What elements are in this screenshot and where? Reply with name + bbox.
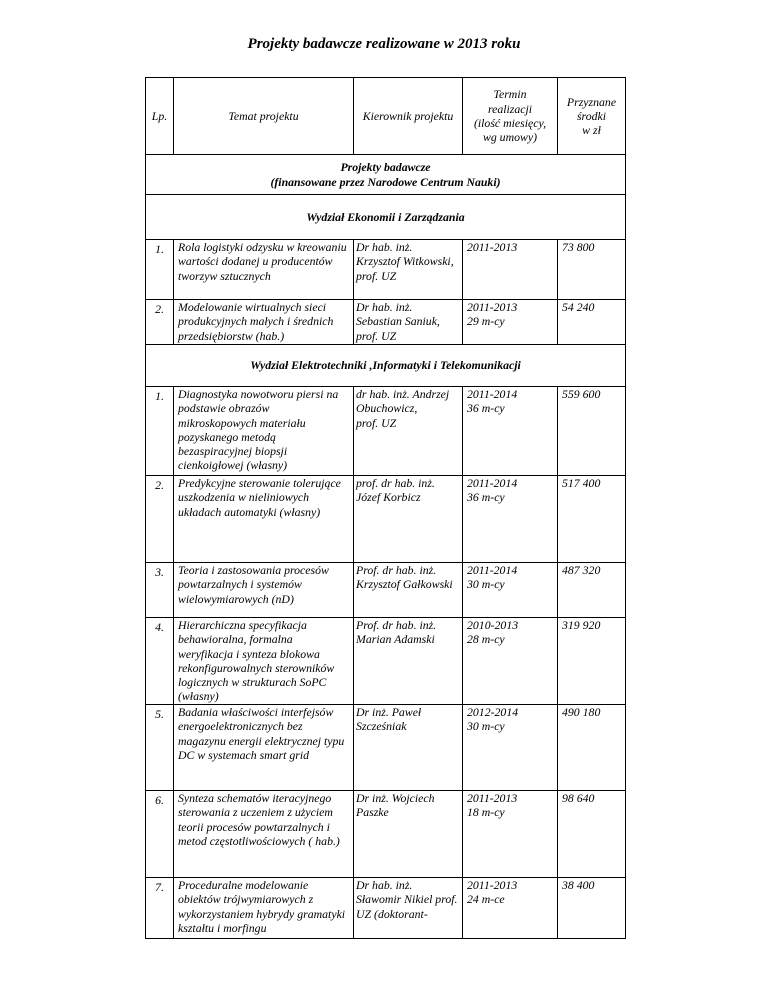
project-term: 2010-2013 28 m-cy [463,618,558,705]
header-lp: Lp. [146,78,174,155]
header-row [146,78,626,155]
project-topic: Hierarchiczna specyfikacja behawioralna, formalna weryfikacja i synteza blokowa rekonfigurowalnych sterowników logicznych w strukturach SoPC (własny) [174,618,354,705]
row-number: 1. [146,387,174,476]
table-row [146,705,626,791]
faculty-row [146,345,626,387]
project-topic: Synteza schematów iteracyjnego sterowania z uczeniem z użyciem teorii procesów powtarzalnych i metod częstotliwościowych ( hab.) [174,791,354,878]
row-number: 5. [146,705,174,791]
header-manager: Kierownik projektu [354,78,463,155]
row-number: 1. [146,240,174,300]
project-term: 2011-2013 29 m-cy [463,300,558,345]
table-row [146,476,626,563]
header-funds: Przyznane środki w zł [558,78,626,155]
table-row [146,387,626,476]
header-term: Termin realizacji (ilość miesięcy, wg umowy) [463,78,558,155]
table-row [146,563,626,618]
table-row [146,791,626,878]
project-funds: 319 920 [558,618,626,705]
project-manager: Dr hab. inż. Sławomir Nikiel prof. UZ (doktorant- [354,878,463,939]
row-number: 6. [146,791,174,878]
table-row [146,300,626,345]
project-term: 2011-2013 24 m-ce [463,878,558,939]
project-topic: Diagnostyka nowotworu piersi na podstawie obrazów mikroskopowych materiału pozyskanego metodą bezaspiracyjnej biopsji cienkoigłowej (własny) [174,387,354,476]
project-funds: 517 400 [558,476,626,563]
project-funds: 38 400 [558,878,626,939]
projects-table [145,77,626,939]
project-funds: 487 320 [558,563,626,618]
faculty-row [146,195,626,240]
header-topic: Temat projektu [174,78,354,155]
faculty-heading: Wydział Ekonomii i Zarządzania [146,195,626,240]
project-topic: Predykcyjne sterowanie tolerujące uszkodzenia w nieliniowych układach automatyki (własny) [174,476,354,563]
project-manager: Dr inż. Paweł Szcześniak [354,705,463,791]
project-term: 2011-2014 36 m-cy [463,476,558,563]
project-term: 2011-2013 [463,240,558,300]
project-manager: Dr hab. inż. Sebastian Saniuk, prof. UZ [354,300,463,345]
project-manager: prof. dr hab. inż. Józef Korbicz [354,476,463,563]
project-manager: dr hab. inż. Andrzej Obuchowicz, prof. UZ [354,387,463,476]
page-title: Projekty badawcze realizowane w 2013 roku [247,36,521,52]
row-number: 3. [146,563,174,618]
project-funds: 98 640 [558,791,626,878]
row-number: 2. [146,476,174,563]
project-term: 2011-2013 18 m-cy [463,791,558,878]
project-funds: 490 180 [558,705,626,791]
project-topic: Proceduralne modelowanie obiektów trójwymiarowych z wykorzystaniem hybrydy gramatyki kształtu i morfingu [174,878,354,939]
project-term: 2012-2014 30 m-cy [463,705,558,791]
project-manager: Prof. dr hab. inż. Marian Adamski [354,618,463,705]
table-row [146,878,626,939]
project-funds: 73 800 [558,240,626,300]
project-topic: Rola logistyki odzysku w kreowaniu wartości dodanej u producentów tworzyw sztucznych [174,240,354,300]
row-number: 4. [146,618,174,705]
project-term: 2011-2014 30 m-cy [463,563,558,618]
project-topic: Modelowanie wirtualnych sieci produkcyjnych małych i średnich przedsiębiorstw (hab.) [174,300,354,345]
project-manager: Dr inż. Wojciech Paszke [354,791,463,878]
project-manager: Prof. dr hab. inż. Krzysztof Gałkowski [354,563,463,618]
funding-section-row [146,155,626,195]
table-row [146,618,626,705]
row-number: 7. [146,878,174,939]
project-funds: 559 600 [558,387,626,476]
project-topic: Badania właściwości interfejsów energoelektronicznych bez magazynu energii elektrycznej typu DC w systemach smart grid [174,705,354,791]
funding-section-heading: Projekty badawcze (finansowane przez Narodowe Centrum Nauki) [146,155,626,195]
faculty-heading: Wydział Elektrotechniki ,Informatyki i Telekomunikacji [146,345,626,387]
project-manager: Dr hab. inż. Krzysztof Witkowski, prof. UZ [354,240,463,300]
project-term: 2011-2014 36 m-cy [463,387,558,476]
table-row [146,240,626,300]
project-topic: Teoria i zastosowania procesów powtarzalnych i systemów wielowymiarowych (nD) [174,563,354,618]
row-number: 2. [146,300,174,345]
project-funds: 54 240 [558,300,626,345]
